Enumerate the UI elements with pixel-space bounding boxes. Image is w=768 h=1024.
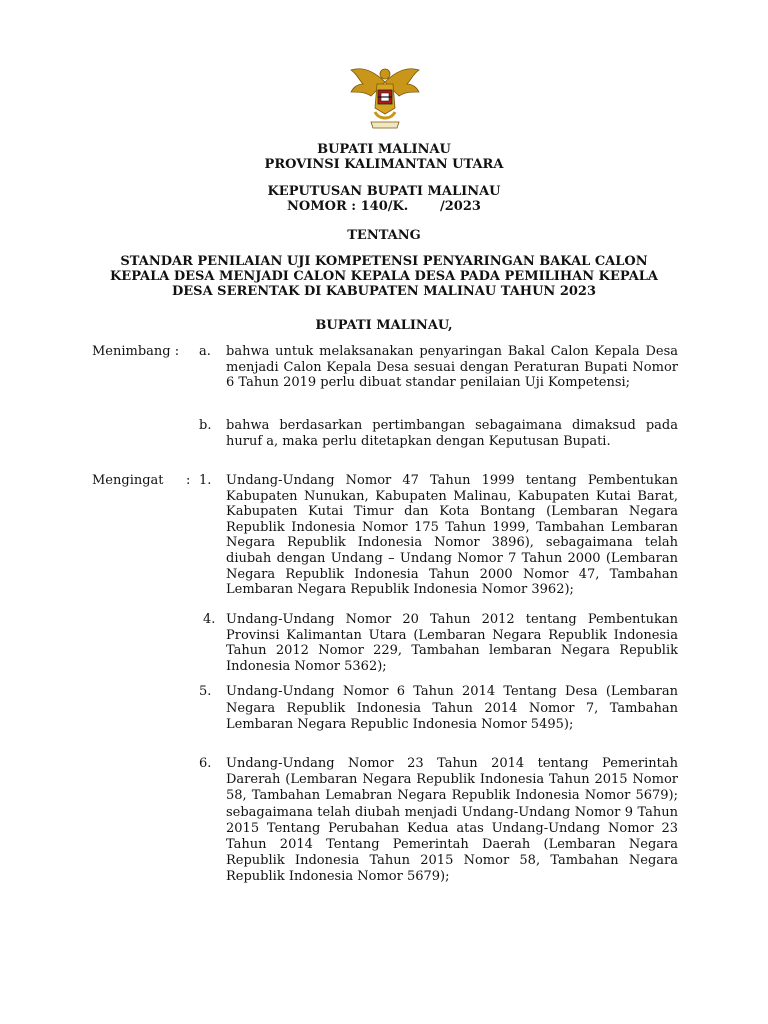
subject-line: STANDAR PENILAIAN UJI KOMPETENSI PENYARINGAN BAKAL CALON [120, 254, 648, 269]
item-marker: 4. [203, 612, 216, 627]
mengingat-item-4: Undang-Undang Nomor 20 Tahun 2012 tentang Pembentukan Provinsi Kalimantan Utara (Lembaran Negara Republik Indonesia Tahun 2012 Nomor 229, Tambahan lembaran Negara Republik Indonesia Nomor 5362); [226, 612, 678, 674]
menimbang-item-a: bahwa untuk melaksanakan penyaringan Bakal Calon Kepala Desa menjadi Calon Kepala Desa sesuai dengan Peraturan Bupati Nomor 6 Tahun 2019 perlu dibuat standar penilaian Uji Kompetensi; [226, 344, 678, 391]
mengingat-item-5: Undang-Undang Nomor 6 Tahun 2014 Tentang Desa (Lembaran Negara Republik Indonesia Tahun 2014 Nomor 7, Tambahan Lembaran Negara Republic Indonesia Nomor 5495); [226, 684, 678, 732]
regent-title: BUPATI MALINAU [317, 142, 451, 157]
item-marker: a. [199, 344, 211, 359]
province-title: PROVINSI KALIMANTAN UTARA [264, 157, 504, 172]
menimbang-item-b: bahwa berdasarkan pertimbangan sebagaimana dimaksud pada huruf a, maka perlu ditetapkan dengan Keputusan Bupati. [226, 418, 678, 449]
decree-title: KEPUTUSAN BUPATI MALINAU [267, 184, 501, 199]
item-marker: 6. [199, 756, 212, 771]
mengingat-colon: : [186, 473, 191, 488]
decree-number: NOMOR : 140/K. /2023 [287, 199, 481, 214]
item-marker: 1. [199, 473, 212, 488]
subject-line: DESA SERENTAK DI KABUPATEN MALINAU TAHUN 2023 [172, 284, 596, 299]
mengingat-item-1: Undang-Undang Nomor 47 Tahun 1999 tentang Pembentukan Kabupaten Nunukan, Kabupaten Malinau, Kabupaten Kutai Barat, Kabupaten Kutai Timur dan Kota Bontang (Lembaran Negara Republik Indonesia Nomor 175 Tahun 1999, Tambahan Lembaran Negara Republik Indonesia Nomor 3896), sebagaimana telah diubah dengan Undang – Undang Nomor 7 Tahun 2000 (Lembaran Negara Republik Indonesia Tahun 2000 Nomor 47, Tambahan Lembaran Negara Republik Indonesia Nomor 3962); [226, 473, 678, 598]
item-marker: b. [199, 418, 212, 433]
mengingat-item-6: Undang-Undang Nomor 23 Tahun 2014 tentang Pemerintah Darerah (Lembaran Negara Republik Indonesia Tahun 2015 Nomor 58, Tambahan Lemabran Negara Republik Indonesia Nomor 5679); sebagaimana telah diubah menjadi Undang-Undang Nomor 9 Tahun 2015 Tentang Perubahan Kedua atas Undang-Undang Nomor 23 Tahun 2014 Tentang Pemerintah Daerah (Lembaran Negara Republik Indonesia Tahun 2015 Nomor 58, Tambahan Negara Republik Indonesia Nomor 5679); [226, 756, 678, 885]
garuda-emblem-icon [345, 62, 425, 132]
subject-line: KEPALA DESA MENJADI CALON KEPALA DESA PADA PEMILIHAN KEPALA [109, 269, 659, 284]
authority-heading: BUPATI MALINAU, [315, 318, 453, 333]
tentang-heading: TENTANG [347, 228, 421, 243]
item-marker: 5. [199, 684, 212, 699]
menimbang-label: Menimbang : [92, 344, 180, 359]
mengingat-label: Mengingat [92, 473, 164, 488]
